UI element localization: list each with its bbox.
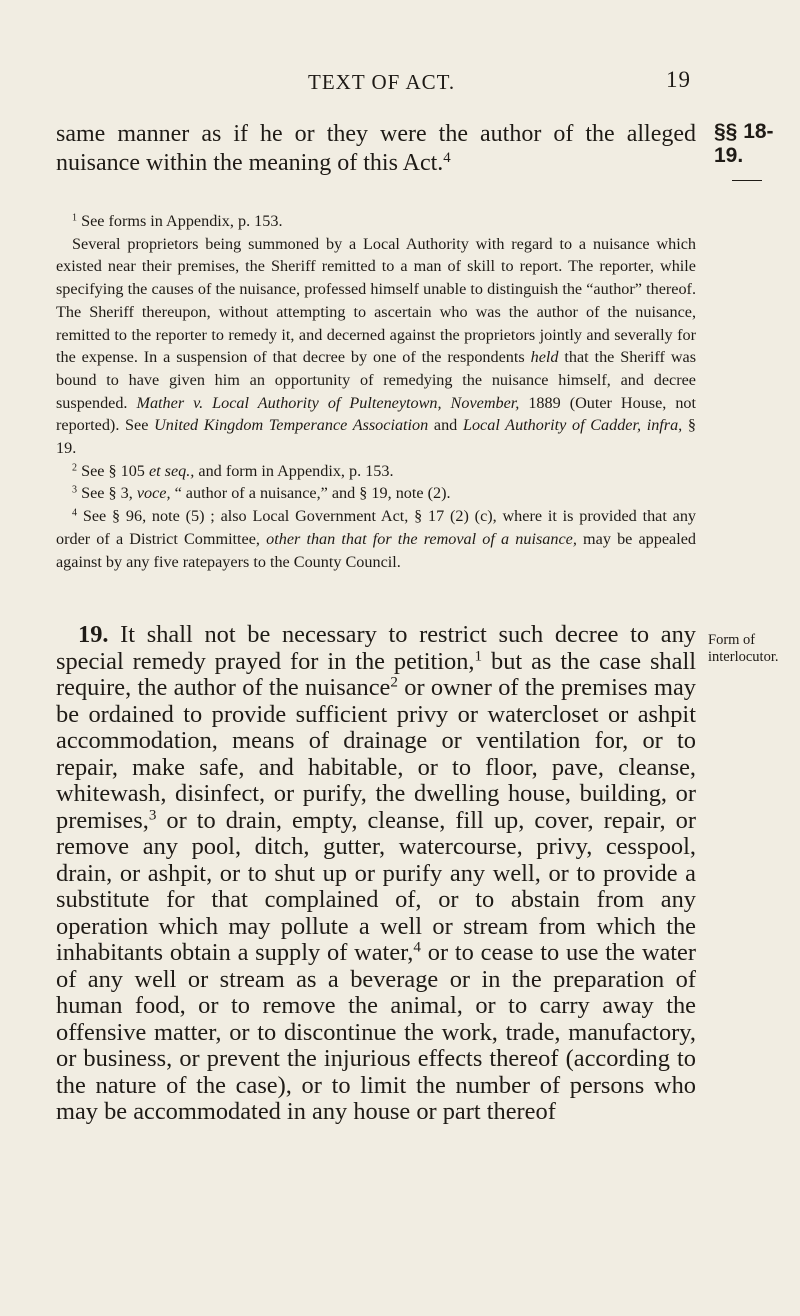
opening-text: same manner as if he or they were the author of the alleged nuisance within the meaning of this Act. — [56, 121, 696, 176]
footnote-mark: 1 — [474, 648, 483, 665]
section-text: or to cease to use the water of any well or stream as a beverage or in the preparation of human food, or to remove the animal, or to carry away the offensive matter, or to discontinue the work, trade, manufactory, or business, or prevent the injurious effects thereof (according to the nature of the case), or to limit the number of persons who may be accommodated in any house or part thereof — [56, 939, 696, 1125]
footnote-text: that the Sheriff was bound to have given him an opportunity of remedying the nuisance himself, and decree suspended. — [56, 348, 696, 412]
footnote — [56, 505, 696, 573]
section-reference-label: §§ 18-19. — [714, 120, 774, 167]
running-head-title: TEXT OF ACT. — [308, 70, 456, 94]
footnote-number: 1 — [72, 212, 78, 224]
page-number: 19 — [666, 67, 691, 92]
footnote-italic: et seq., — [148, 461, 195, 480]
footnote — [56, 482, 696, 505]
footnote-text: 1889 (Outer House, not reported). See — [56, 393, 697, 435]
case-citation: Mather v. Local Authority of Pulteneytown, November, — [136, 393, 520, 412]
footnote-mark: 2 — [390, 674, 398, 691]
footnote-number: 4 — [72, 507, 78, 519]
footnote-text: See § 105 — [81, 461, 149, 480]
section-number: 19. — [78, 621, 109, 648]
footnote-mark: 3 — [148, 807, 157, 824]
footnote-number: 3 — [72, 484, 78, 496]
footnote-text: § 19. — [56, 416, 696, 458]
section-text: or to drain, empty, cleanse, fill up, cover, repair, or remove any pool, ditch, gutter, watercourse, privy, cesspool, drain, or ashpit, or to shut up or purify any well, or to provide a substitute for that complained of, or to abstain from any operation which may pollute a well or stream from which the inhabitants obtain a supply of water, — [56, 806, 696, 966]
footnote-text: See § 96, note (5) ; also Local Government Act, § 17 (2) (c), where it is provided that any order of a District Committee, — [56, 507, 697, 548]
footnote-mark: 4 — [413, 939, 421, 956]
footnote — [56, 233, 696, 460]
section-19 — [56, 622, 696, 1126]
footnote — [56, 460, 696, 483]
footnote-text: may be appealed against by any five ratepayers to the County Council. — [56, 529, 697, 571]
footnote-italic: voce, — [136, 484, 171, 503]
section-text: It shall not be necessary to restrict such decree to any special remedy prayed for in the petition, — [56, 621, 696, 675]
footnote-text: “ author of a nuisance,” and § 19, note (2). — [170, 484, 451, 503]
footnote-text: and form in Appendix, p. 153. — [194, 461, 394, 480]
section-reference — [714, 120, 800, 181]
footnote-number: 2 — [72, 462, 78, 474]
case-citation: Local Authority of Cadder, infra, — [462, 416, 683, 435]
section-body — [56, 622, 696, 1126]
case-citation: United Kingdom Temperance Association — [154, 416, 429, 435]
footnote-text: See forms in Appendix, p. 153. — [81, 212, 283, 230]
footnote-italic: other than that for the removal of a nuisance, — [266, 529, 577, 548]
footnote-text: See § 3, — [81, 484, 137, 503]
section-text: or owner of the premises may be ordained to provide sufficient privy or watercloset or ashpit accommodation, means of drainage or ventilation for, or to repair, make safe, and habitable, or to floor, pave, cleanse, whitewash, disinfect, or purify, the dwelling house, building, or premises, — [56, 674, 696, 834]
footnotes — [56, 210, 696, 573]
section-text: but as the case shall require, the author of the nuisance — [56, 647, 697, 701]
footnote — [56, 210, 696, 233]
section-reference-rule — [732, 180, 762, 181]
footnote-text: Several proprietors being summoned by a Local Authority with regard to a nuisance which existed near their premises, the Sheriff remitted to a man of skill to report. The reporter, while specifying the causes of the nuisance, professed himself unable to distinguish the “author” thereof. The Sheriff thereupon, without attempting to ascertain who was the author of the nuisance, remitted to the reporter to remedy it, and decerned against the proprietors jointly and severally for the expense. In a suspension of that decree by one of the respondents — [56, 234, 696, 367]
footnote-mark: 4 — [443, 149, 451, 166]
opening-paragraph — [56, 120, 696, 178]
margin-note: Form of interlocutor. — [708, 632, 779, 665]
footnote-italic: held — [530, 348, 559, 367]
footnote-text: and — [428, 416, 463, 435]
